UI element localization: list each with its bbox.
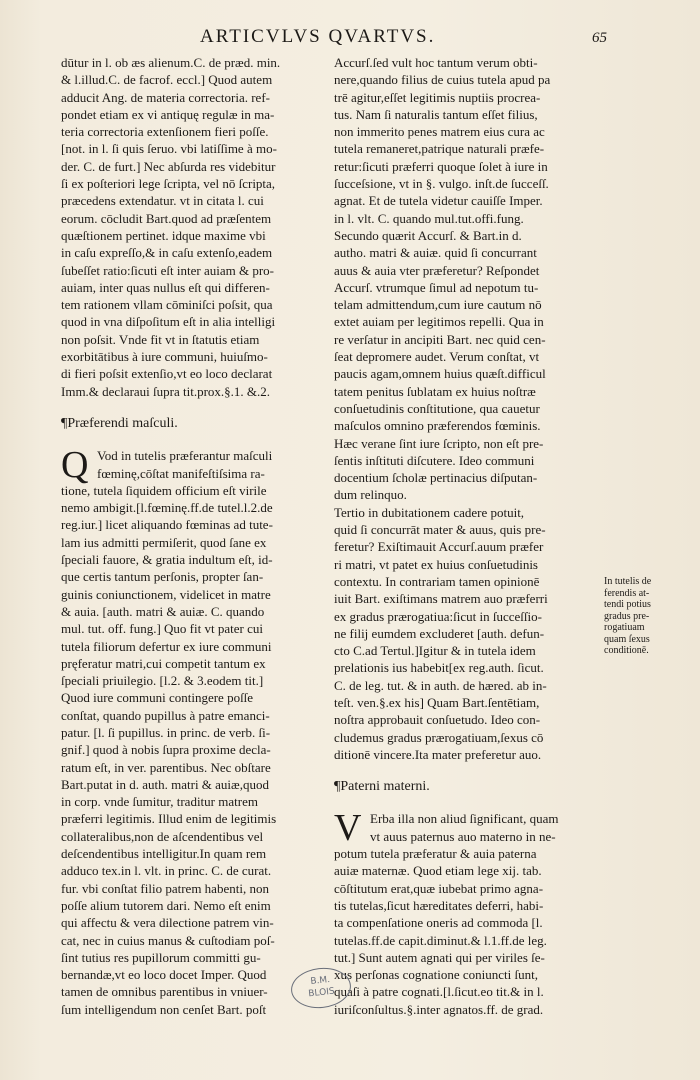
text-line: ditionē vincere.Ita mater preferetur auo. bbox=[334, 746, 542, 762]
text-line: quæſtionem pertinet. idque maxime vbi bbox=[61, 227, 266, 243]
drop-cap-initial: Q bbox=[61, 444, 89, 487]
text-line: der. C. de furt.] Nec abſurda res videbitur bbox=[61, 158, 276, 174]
text-line: nere,quando filius de cuius tutela apud pa bbox=[334, 72, 551, 88]
text-line: maſculos omnino præferendos fœminis. bbox=[334, 418, 541, 434]
text-line: qui affectu & vera dilectione patrem vin- bbox=[61, 915, 274, 931]
text-line: fur. vbi conſtat filio patrem habenti, non bbox=[61, 880, 269, 896]
text-line: dūtur in l. ob æs alienum.C. de præd. min. bbox=[61, 55, 281, 70]
right-text-block-1 bbox=[334, 54, 604, 763]
text-line: quaſi à patre cognati.[l.ſicut.eo tit.& in l. bbox=[334, 984, 544, 1000]
text-line: fœminę,cōſtat manifeſtiſsima ra- bbox=[97, 465, 265, 481]
text-line: potum tutela præferatur & auia paterna bbox=[334, 846, 537, 862]
text-line: lam ius admitti permiſerit, quod ſane ex bbox=[61, 534, 267, 550]
text-line: [not. in l. ſi quis ſeruo. vbi latiſſime à mo- bbox=[61, 141, 277, 157]
text-line: Secundo quærit Accurſ. & Bart.in d. bbox=[334, 227, 522, 243]
text-line: Imm.& declaraui ſupra tit.prox.§.1. &.2. bbox=[61, 383, 271, 399]
text-line: Quod iure communi contingere poſſe bbox=[61, 690, 254, 706]
section-heading-male-preference: ¶Præferendi maſculi. bbox=[61, 415, 178, 431]
text-line: & l.illud.C. de facrof. eccl.] Quod autem bbox=[61, 72, 273, 88]
text-line: quod in vna diſpoſitum eſt in alia intelligi bbox=[61, 314, 276, 330]
text-line: in corp. vnde ſumitur, traditur matrem bbox=[61, 794, 258, 810]
text-line: non immerito penes matrem eius cura ac bbox=[334, 124, 545, 140]
text-line: extet auiam per legitimos repelli. Qua in bbox=[334, 314, 544, 330]
left-text-block-1 bbox=[61, 54, 323, 400]
marginal-note-line: tendi potius bbox=[604, 599, 651, 610]
text-line: deſcendentibus intelligitur.In quam rem bbox=[61, 846, 267, 862]
right-column bbox=[334, 54, 604, 1018]
text-line: exorbitātibus à iure communi, huiuſmo- bbox=[61, 349, 268, 365]
text-line: retur:ſicuti præferri quoque ſolet à iure in bbox=[334, 158, 548, 174]
text-line: patur. [l. ſi pupillus. in princ. de verb. ſi- bbox=[61, 724, 271, 740]
text-line: cludemus gradus prærogatiuam,ſexus cō bbox=[334, 729, 544, 745]
text-line: Accurſ. vtrumque ſimul ad nepotum tu- bbox=[334, 279, 539, 295]
text-line: telam admittendum,cum iure cautum nō bbox=[334, 297, 542, 313]
text-line: noſtra approbauit conſuetudo. Ideo con- bbox=[334, 712, 541, 728]
text-line: ta compenſatione oneris ad commoda [l. bbox=[334, 915, 543, 931]
text-line: tis tutelas,ſicut hæreditates deferri, habi- bbox=[334, 897, 544, 913]
text-line: ſpeciali fauore, & gratia indultum eſt, id- bbox=[61, 552, 273, 568]
text-line: iuit Bart. exiſtimans matrem auo præferri bbox=[334, 591, 548, 607]
text-line: di fieri poſsit extenſio,vt eo loco declarat bbox=[61, 366, 273, 382]
text-line: tutelas.ff.de capit.diminut.& l.1.ff.de leg. bbox=[334, 932, 547, 948]
text-line: pondet etiam ex vi antiquę regulæ in ma- bbox=[61, 106, 275, 122]
text-line: non poſsit. Vnde fit vt in ſtatutis etiam bbox=[61, 331, 260, 347]
text-line: adducit Ang. de materia correctoria. ref- bbox=[61, 89, 270, 105]
text-line: tus. Nam ſi naturalis tantum eſſet filius, bbox=[334, 106, 538, 122]
text-line: trē agitur,eſſet legitimis nuptiis procrea- bbox=[334, 89, 541, 105]
section-heading-paternal-maternal: ¶Paterni materni. bbox=[334, 779, 430, 795]
text-line: vt auus paternus auo materno in ne- bbox=[370, 828, 556, 844]
text-line: reg.iur.] licet aliquando fœminas ad tute- bbox=[61, 517, 273, 533]
marginal-note-line: In tutelis de bbox=[604, 576, 652, 587]
text-line: auiam, inter quas nullus eſt qui differen- bbox=[61, 279, 270, 295]
text-line: ratum eſt, in ver. parentibus. Nec obſtare bbox=[61, 759, 271, 775]
text-line: xus perſonas cognatione coniuncti ſunt, bbox=[334, 967, 538, 983]
text-line: tatem penitus ſublatam ex huius noſtræ bbox=[334, 383, 536, 399]
text-line: ſi ex poſteriori lege ſcripta, vel nō ſcripta, bbox=[61, 176, 276, 192]
text-line: auiæ maternæ. Quod etiam lege xij. tab. bbox=[334, 863, 542, 879]
text-line: agnat. Et de tutela videtur cauiſſe Imper. bbox=[334, 193, 543, 209]
text-line: ri matri, vt patet ex huius conſuetudinis bbox=[334, 556, 538, 572]
right-text-block-2 bbox=[334, 845, 604, 1018]
text-line: re verſatur in ancipiti Bart. nec quid cen- bbox=[334, 331, 546, 347]
text-line: ſpeciali priuilegio. [l.2. & 3.eodem tit.] bbox=[61, 673, 264, 689]
text-line: eorum. cōcludit Bart.quod ad præſentem bbox=[61, 210, 272, 226]
text-line: Accurſ.ſed vult hoc tantum verum obti- bbox=[334, 55, 538, 70]
text-line: Vod in tutelis præferantur maſculi bbox=[97, 448, 273, 464]
text-line: ex gradus prærogatiua:ſicut in ſucceſſio- bbox=[334, 608, 542, 624]
text-line: ſum intelligendum non cenſet Bart. poſt bbox=[61, 1001, 267, 1017]
text-line: Hæc verane ſint iure ſcripto, non eſt pre- bbox=[334, 435, 544, 451]
text-line: dum relinquo. bbox=[334, 487, 407, 503]
stamp-line-1: B.M. bbox=[309, 975, 331, 988]
text-line: cōſtitutum erat,quæ iubebat primo agna- bbox=[334, 880, 544, 896]
left-indented-lines bbox=[61, 444, 323, 487]
text-line: contextu. In contrariam tamen opinionē bbox=[334, 573, 540, 589]
text-line: tamen de omnibus parentibus in vniuer- bbox=[61, 984, 268, 1000]
text-line: poſſe alium tutorem dari. Nemo eſt enim bbox=[61, 897, 271, 913]
text-line: præferri legitimis. Illud enim de legitimis bbox=[61, 811, 277, 827]
right-paragraph-with-initial bbox=[334, 807, 604, 850]
text-line: nemo ambigit.[l.fœminę.ff.de tutel.l.2.de bbox=[61, 500, 273, 516]
page-header bbox=[0, 26, 700, 50]
text-line: præcedens extendatur. vt in citata l. cui bbox=[61, 193, 264, 209]
text-line: bernandæ,vt eo loco docet Imper. Quod bbox=[61, 967, 267, 983]
text-line: Bart.putat in d. auth. matri & auiæ,quod bbox=[61, 776, 269, 792]
marginal-note bbox=[604, 576, 696, 657]
text-line: feretur? Exiſtimauit Accurſ.auum præfer bbox=[334, 539, 544, 555]
text-line: quid ſi concurrāt mater & auus, quis pre- bbox=[334, 522, 546, 538]
text-line: in caſu expreſſo,& in caſu extenſo,eadem bbox=[61, 245, 273, 261]
text-line: tutela filiorum defertur ex iure communi bbox=[61, 638, 272, 654]
text-line: teria correctoria extenſionem fieri poſſe. bbox=[61, 124, 269, 140]
text-line: & auia. [auth. matri & auiæ. C. quando bbox=[61, 603, 265, 619]
text-line: pręferatur matri,cui competit tantum ex bbox=[61, 655, 266, 671]
left-paragraph-with-initial bbox=[61, 444, 323, 487]
text-line: paucis agam,omnem huius quæſt.difficul bbox=[334, 366, 546, 382]
drop-cap-initial: V bbox=[334, 807, 362, 850]
text-line: in l. vlt. C. quando mul.tut.offi.fung. bbox=[334, 210, 524, 226]
text-line: tione, tutela ſiquidem officium eſt virile bbox=[61, 482, 267, 498]
text-line: tutela remaneret,patrique naturali præfe- bbox=[334, 141, 545, 157]
running-title: ARTICVLVS QVARTVS. bbox=[200, 26, 436, 47]
text-line: collateralibus,non de aſcendentibus vel bbox=[61, 828, 264, 844]
text-line: teſt. ven.§.ex his] Quam Bart.ſentētiam, bbox=[334, 694, 540, 710]
text-line: ſint tutius res pupillorum committi gu- bbox=[61, 949, 261, 965]
text-line: que certis tantum perſonis, propter ſan- bbox=[61, 569, 264, 585]
text-line: Tertio in dubitationem cadere potuit, bbox=[334, 504, 525, 520]
marginal-note-line: quam ſexus bbox=[604, 633, 650, 645]
text-line: ne filij eumdem excluderet [auth. defun- bbox=[334, 625, 545, 641]
text-line: gnif.] quod à nobis ſupra proxime decla- bbox=[61, 742, 271, 758]
text-line: conſtat, quando pupillus à patre emanci- bbox=[61, 707, 270, 723]
text-line: adduco tex.in l. vlt. in princ. C. de curat. bbox=[61, 863, 272, 879]
text-line: cto C.ad Tertul.]Igitur & in tutela idem bbox=[334, 643, 536, 659]
text-line: C. de leg. tut. & in auth. de hæred. ab in- bbox=[334, 677, 547, 693]
text-line: prelationis ius habebit[ex reg.auth. ſicut. bbox=[334, 660, 544, 676]
text-line: ſeat depromere audet. Verum conſtat, vt bbox=[334, 349, 540, 365]
left-column bbox=[61, 54, 323, 1018]
marginal-note-line: rogatiuam bbox=[604, 622, 645, 633]
text-line: conſuetudinis conſtitutione, qua cauetur bbox=[334, 400, 540, 416]
text-line: cat, nec in cuius manus & cuſtodiam poſ- bbox=[61, 932, 275, 948]
text-line: autho. matri & auiæ. quid ſi concurrant bbox=[334, 245, 537, 261]
text-line: ſucceſsione, vt in §. vulgo. inſt.de ſucceſſ. bbox=[334, 176, 549, 192]
left-text-block-2 bbox=[61, 482, 323, 1018]
right-indented-lines bbox=[334, 807, 604, 850]
text-line: ſentis inſtituti diſcutere. Ideo communi bbox=[334, 452, 535, 468]
text-line: docentium ſcholæ pertinacius diſputan- bbox=[334, 470, 538, 486]
text-line: auus & auia vter præferetur? Reſpondet bbox=[334, 262, 540, 278]
marginal-note-line: conditionē. bbox=[604, 645, 649, 656]
stamp-line-2: BLOIS bbox=[307, 986, 336, 1000]
text-line: guinis coniunctionem, videlicet in matre bbox=[61, 586, 271, 602]
page-number: 65 bbox=[592, 30, 607, 46]
text-line: ſubeſſet ratio:ſicuti eſt inter auiam & pro- bbox=[61, 262, 274, 278]
text-line: iuriſconſultus.§.inter agnatos.ff. de grad. bbox=[334, 1001, 544, 1017]
marginal-note-line: gradus pre- bbox=[604, 610, 650, 622]
text-line: tut.] Sunt autem agnati qui per viriles ſe- bbox=[334, 949, 545, 965]
text-line: tem rationem vllam cōminiſci poſsit, qua bbox=[61, 297, 273, 313]
marginal-note-line: ferendis at- bbox=[604, 587, 650, 599]
text-line: Erba illa non aliud ſignificant, quam bbox=[370, 811, 559, 827]
text-line: mul. tut. off. fung.] Quo fit vt pater cui bbox=[61, 621, 263, 637]
